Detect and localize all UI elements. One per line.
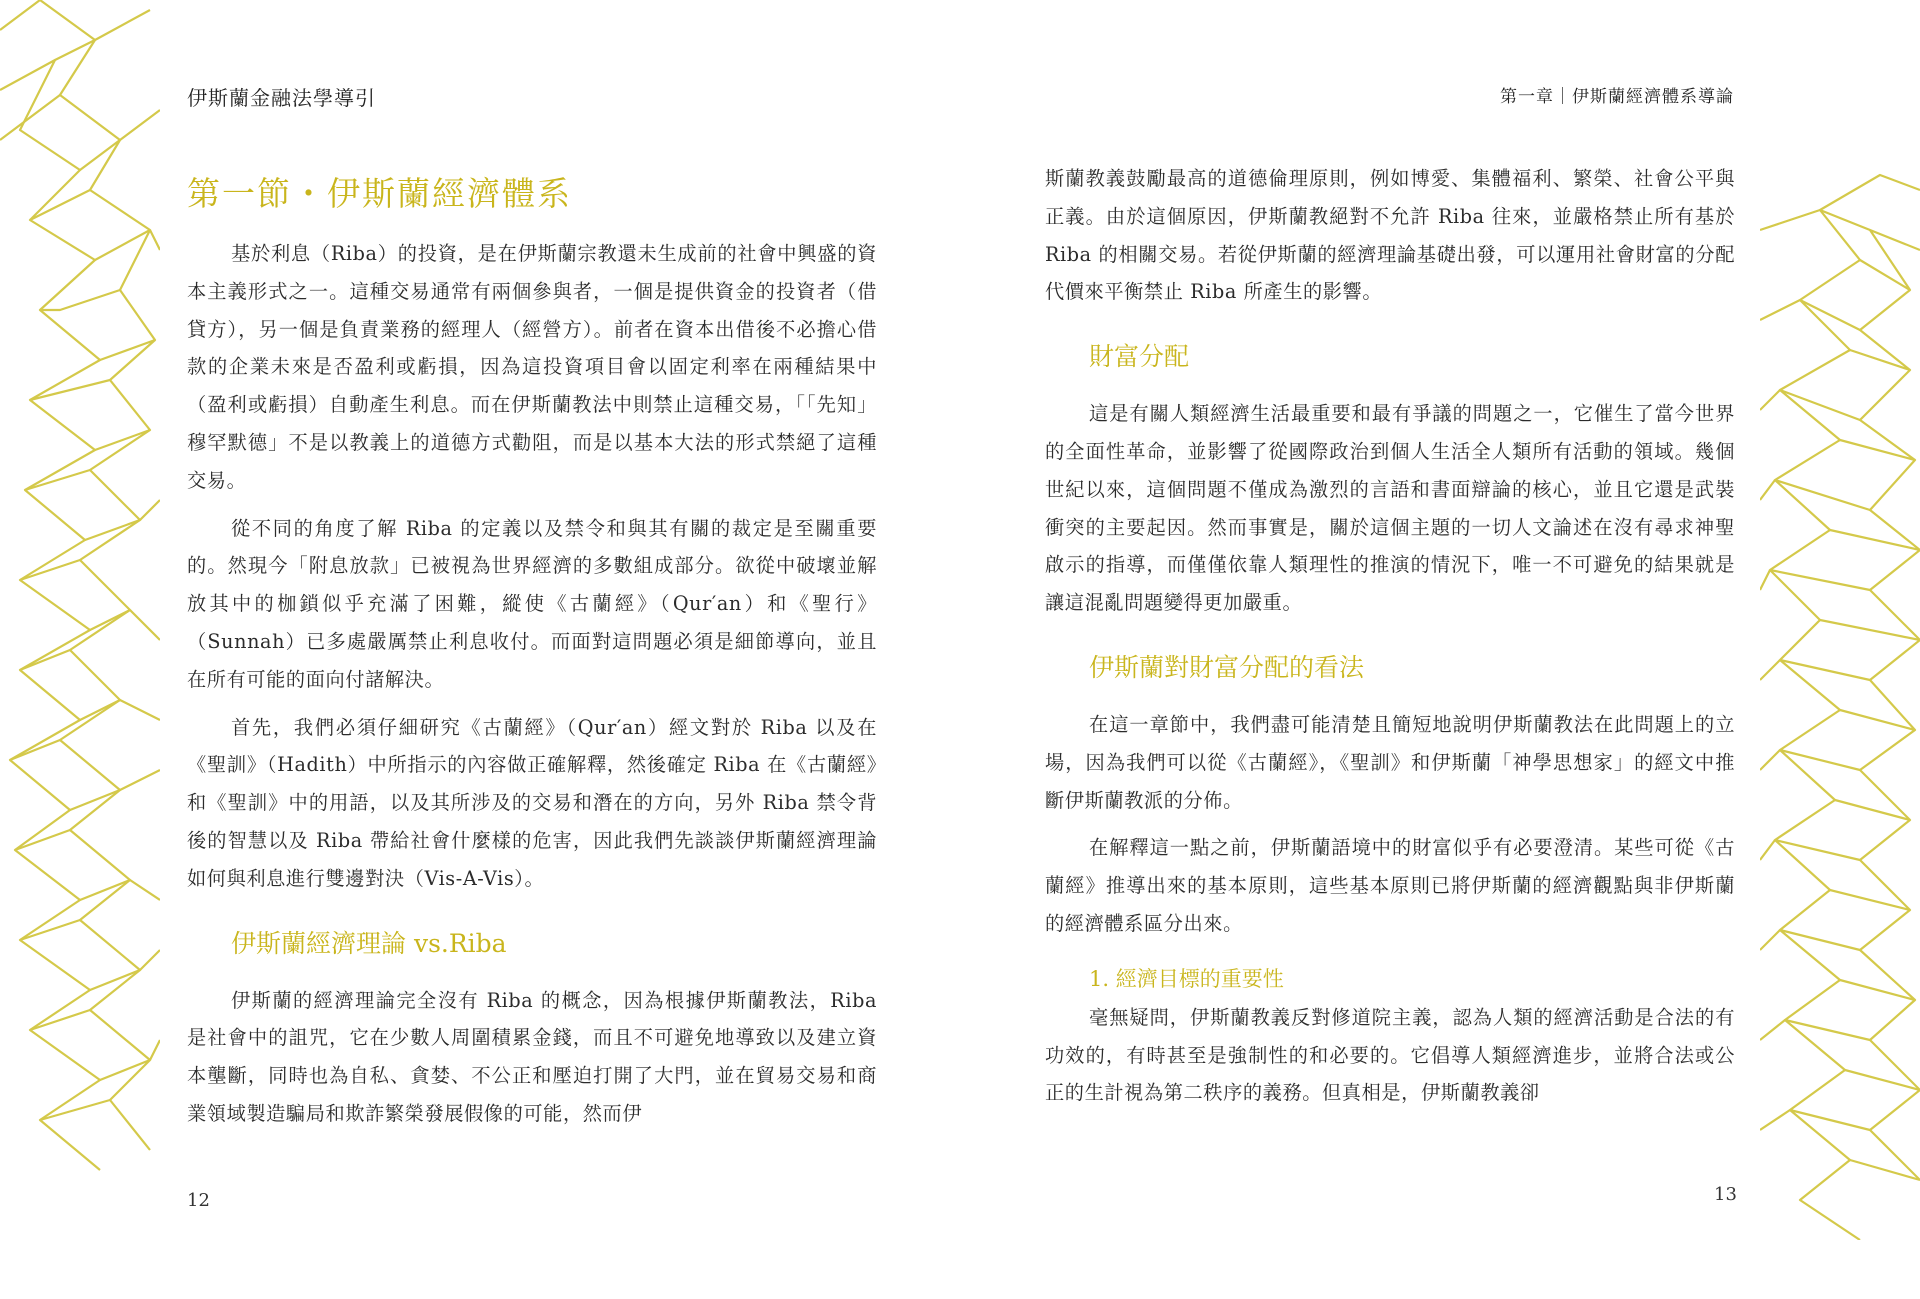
right-page-body: [1045, 160, 1735, 1122]
page-number-left: 12: [187, 1190, 210, 1211]
paragraph: 這是有關人類經濟生活最重要和最有爭議的問題之一，它催生了當今世界的全面性革命，並影響了從國際政治到個人生活全人類所有活動的領域。幾個世紀以來，這個問題不僅成為激烈的言語和書面辯論的核心，並且它還是武裝衝突的主要起因。然而事實是，關於這個主題的一切人文論述在沒有尋求神聖啟示的指導，而僅僅依靠人類理性的推演的情況下，唯一不可避免的結果就是讓這混亂問題變得更加嚴重。: [1045, 402, 1735, 615]
subtitle-wealth-distribution: 財富分配: [1089, 342, 1190, 372]
continuation-paragraph: 斯蘭教義鼓勵最高的道德倫理原則，例如博愛、集體福利、繁榮、社會公平與正義。由於這個原因，伊斯蘭教絕對不允許 Riba 往來，並嚴格禁止所有基於 Riba 的相關交易。若從伊斯蘭的經濟理論基礎出發，可以運用社會財富的分配代價來平衡禁止 Riba 所產生的影響。: [1045, 167, 1735, 304]
left-geometric-border: [0, 0, 160, 1180]
geometric-pattern-icon: [1760, 170, 1920, 1240]
paragraph: 在這一章節中，我們盡可能清楚且簡短地說明伊斯蘭教法在此問題上的立場，因為我們可以從《古蘭經》，《聖訓》和伊斯蘭「神學思想家」的經文中推斷伊斯蘭教派的分佈。: [1045, 712, 1735, 812]
paragraph: 伊斯蘭的經濟理論完全沒有 Riba 的概念，因為根據伊斯蘭教法，Riba 是社會中的詛咒，它在少數人周圍積累金錢，而且不可避免地導致以及建立資本壟斷，同時也為自私、貪婪、不公正和壓迫打開了大門，並在貿易交易和商業領域製造騙局和欺詐繁榮發展假像的可能，然而伊: [187, 988, 877, 1125]
paragraph: 從不同的角度了解 Riba 的定義以及禁令和與其有關的裁定是至關重要的。然現今「附息放款」已被視為世界經濟的多數組成部分。欲從中破壞並解放其中的枷鎖似乎充滿了困難，縱使《古蘭經》（Qur′an）和《聖行》（Sunnah）已多處嚴厲禁止利息收付。而面對這問題必須是細節導向，並且在所有可能的面向付諸解決。: [187, 516, 877, 691]
subtitle-economic-theory-vs-riba: 伊斯蘭經濟理論 vs.Riba: [231, 928, 507, 958]
left-page-body: [187, 160, 877, 1143]
running-head-right: 第一章｜伊斯蘭經濟體系導論: [1500, 87, 1734, 107]
page-number-right: 13: [1714, 1184, 1737, 1205]
right-geometric-border: [1760, 170, 1920, 1240]
paragraph: 首先，我們必須仔細研究《古蘭經》（Qur′an）經文對於 Riba 以及在《聖訓》（Hadith）中所指示的內容做正確解釋，然後確定 Riba 在《古蘭經》和《聖訓》中的用語，以及其所涉及的交易和潛在的方向，另外 Riba 禁令背後的智慧以及 Riba 帶給社會什麼樣的危害，因此我們先談談伊斯蘭經濟理論如何與利息進行雙邊對決（Vis-A-Vis）。: [187, 715, 877, 890]
running-head-left: 伊斯蘭金融法學導引: [187, 86, 376, 110]
paragraph: 基於利息（Riba）的投資，是在伊斯蘭宗教還未生成前的社會中興盛的資本主義形式之一。這種交易通常有兩個參與者，一個是提供資金的投資者（借貸方），另一個是負責業務的經理人（經營方）。前者在資本出借後不必擔心借款的企業未來是否盈利或虧損，因為這投資項目會以固定利率在兩種結果中（盈利或虧損）自動產生利息。而在伊斯蘭教法中則禁止這種交易，「「先知」穆罕默德」不是以教義上的道德方式勸阻，而是以基本大法的形式禁絕了這種交易。: [187, 242, 877, 492]
subtitle-islamic-view-on-wealth: 伊斯蘭對財富分配的看法: [1089, 652, 1365, 682]
subtitle-economic-goals: 1. 經濟目標的重要性: [1089, 966, 1284, 991]
paragraph: 在解釋這一點之前，伊斯蘭語境中的財富似乎有必要澄清。某些可從《古蘭經》推導出來的基本原則，這些基本原則已將伊斯蘭的經濟觀點與非伊斯蘭的經濟體系區分出來。: [1045, 836, 1735, 935]
paragraph: 毫無疑問，伊斯蘭教義反對修道院主義，認為人類的經濟活動是合法的有功效的，有時甚至是強制性的和必要的。它倡導人類經濟進步，並將合法或公正的生計視為第二秩序的義務。但真相是，伊斯蘭教義卻: [1045, 1005, 1735, 1105]
geometric-pattern-icon: [0, 0, 160, 1180]
section-title: 第一節・伊斯蘭經濟體系: [187, 174, 572, 213]
